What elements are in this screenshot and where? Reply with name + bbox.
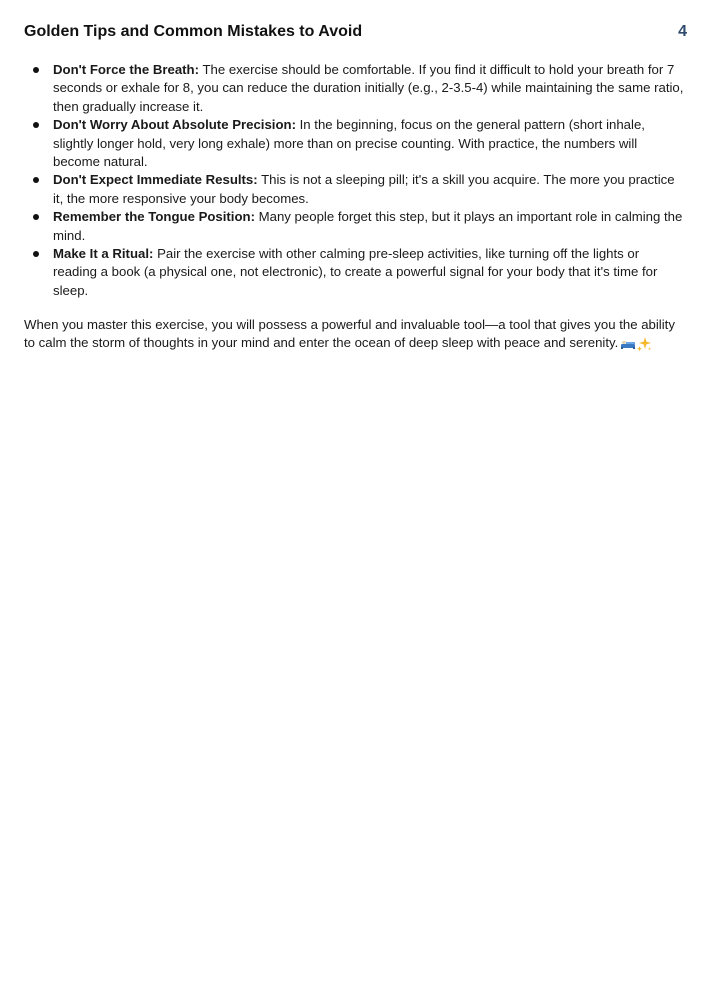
page-header bbox=[24, 23, 687, 47]
bullet-icon bbox=[33, 251, 39, 257]
tip-text: Many people forget this step, but it plays an important role in calming the mind. bbox=[53, 209, 683, 243]
emoji-group bbox=[621, 336, 652, 354]
page-number: 4 bbox=[678, 23, 687, 40]
tip-title: Don't Expect Immediate Results: bbox=[53, 172, 258, 188]
tip-title: Don't Worry About Absolute Precision: bbox=[53, 117, 296, 133]
tip-text: Pair the exercise with other calming pre-sleep activities, like turning off the lights or reading a book (a physical one, not electronic), to create a powerful signal for your body that it's time for sleep. bbox=[53, 246, 658, 298]
tip-title: Don't Force the Breath: bbox=[53, 62, 200, 77]
tip-text: This is not a sleeping pill; it's a skill you acquire. The more you practice it, the more responsive your body becomes. bbox=[53, 172, 675, 206]
tips-list bbox=[24, 61, 686, 300]
bullet-icon bbox=[33, 214, 39, 220]
tip-title: Remember the Tongue Position: bbox=[53, 209, 255, 225]
tip-item bbox=[24, 116, 686, 171]
tip-item bbox=[24, 61, 686, 116]
bed-icon bbox=[621, 338, 635, 349]
tip-item bbox=[24, 171, 686, 208]
tip-title: Make It a Ritual: bbox=[53, 246, 154, 262]
tip-text: The exercise should be comfortable. If you find it difficult to hold your breath for 7 seconds or exhale for 8, you can reduce the duration initially (e.g., 2-3.5-4) while maintaining the same ratio, then gradually increase it. bbox=[53, 62, 684, 114]
bullet-icon bbox=[33, 67, 39, 73]
closing-paragraph bbox=[24, 316, 688, 355]
closing-text: When you master this exercise, you will possess a powerful and invaluable tool—a tool that gives you the ability to calm the storm of thoughts in your mind and enter the ocean of deep sleep with peace and serenity. bbox=[24, 317, 675, 351]
tip-item bbox=[24, 245, 686, 300]
tip-text: In the beginning, focus on the general pattern (short inhale, slightly longer hold, very long exhale) more than on precise counting. With practice, the numbers will become natural. bbox=[53, 117, 645, 170]
bullet-icon bbox=[33, 122, 39, 128]
page-title: Golden Tips and Common Mistakes to Avoid bbox=[24, 23, 363, 40]
tip-item bbox=[24, 208, 686, 245]
bullet-icon bbox=[33, 177, 39, 183]
sparkles-icon bbox=[636, 336, 652, 352]
